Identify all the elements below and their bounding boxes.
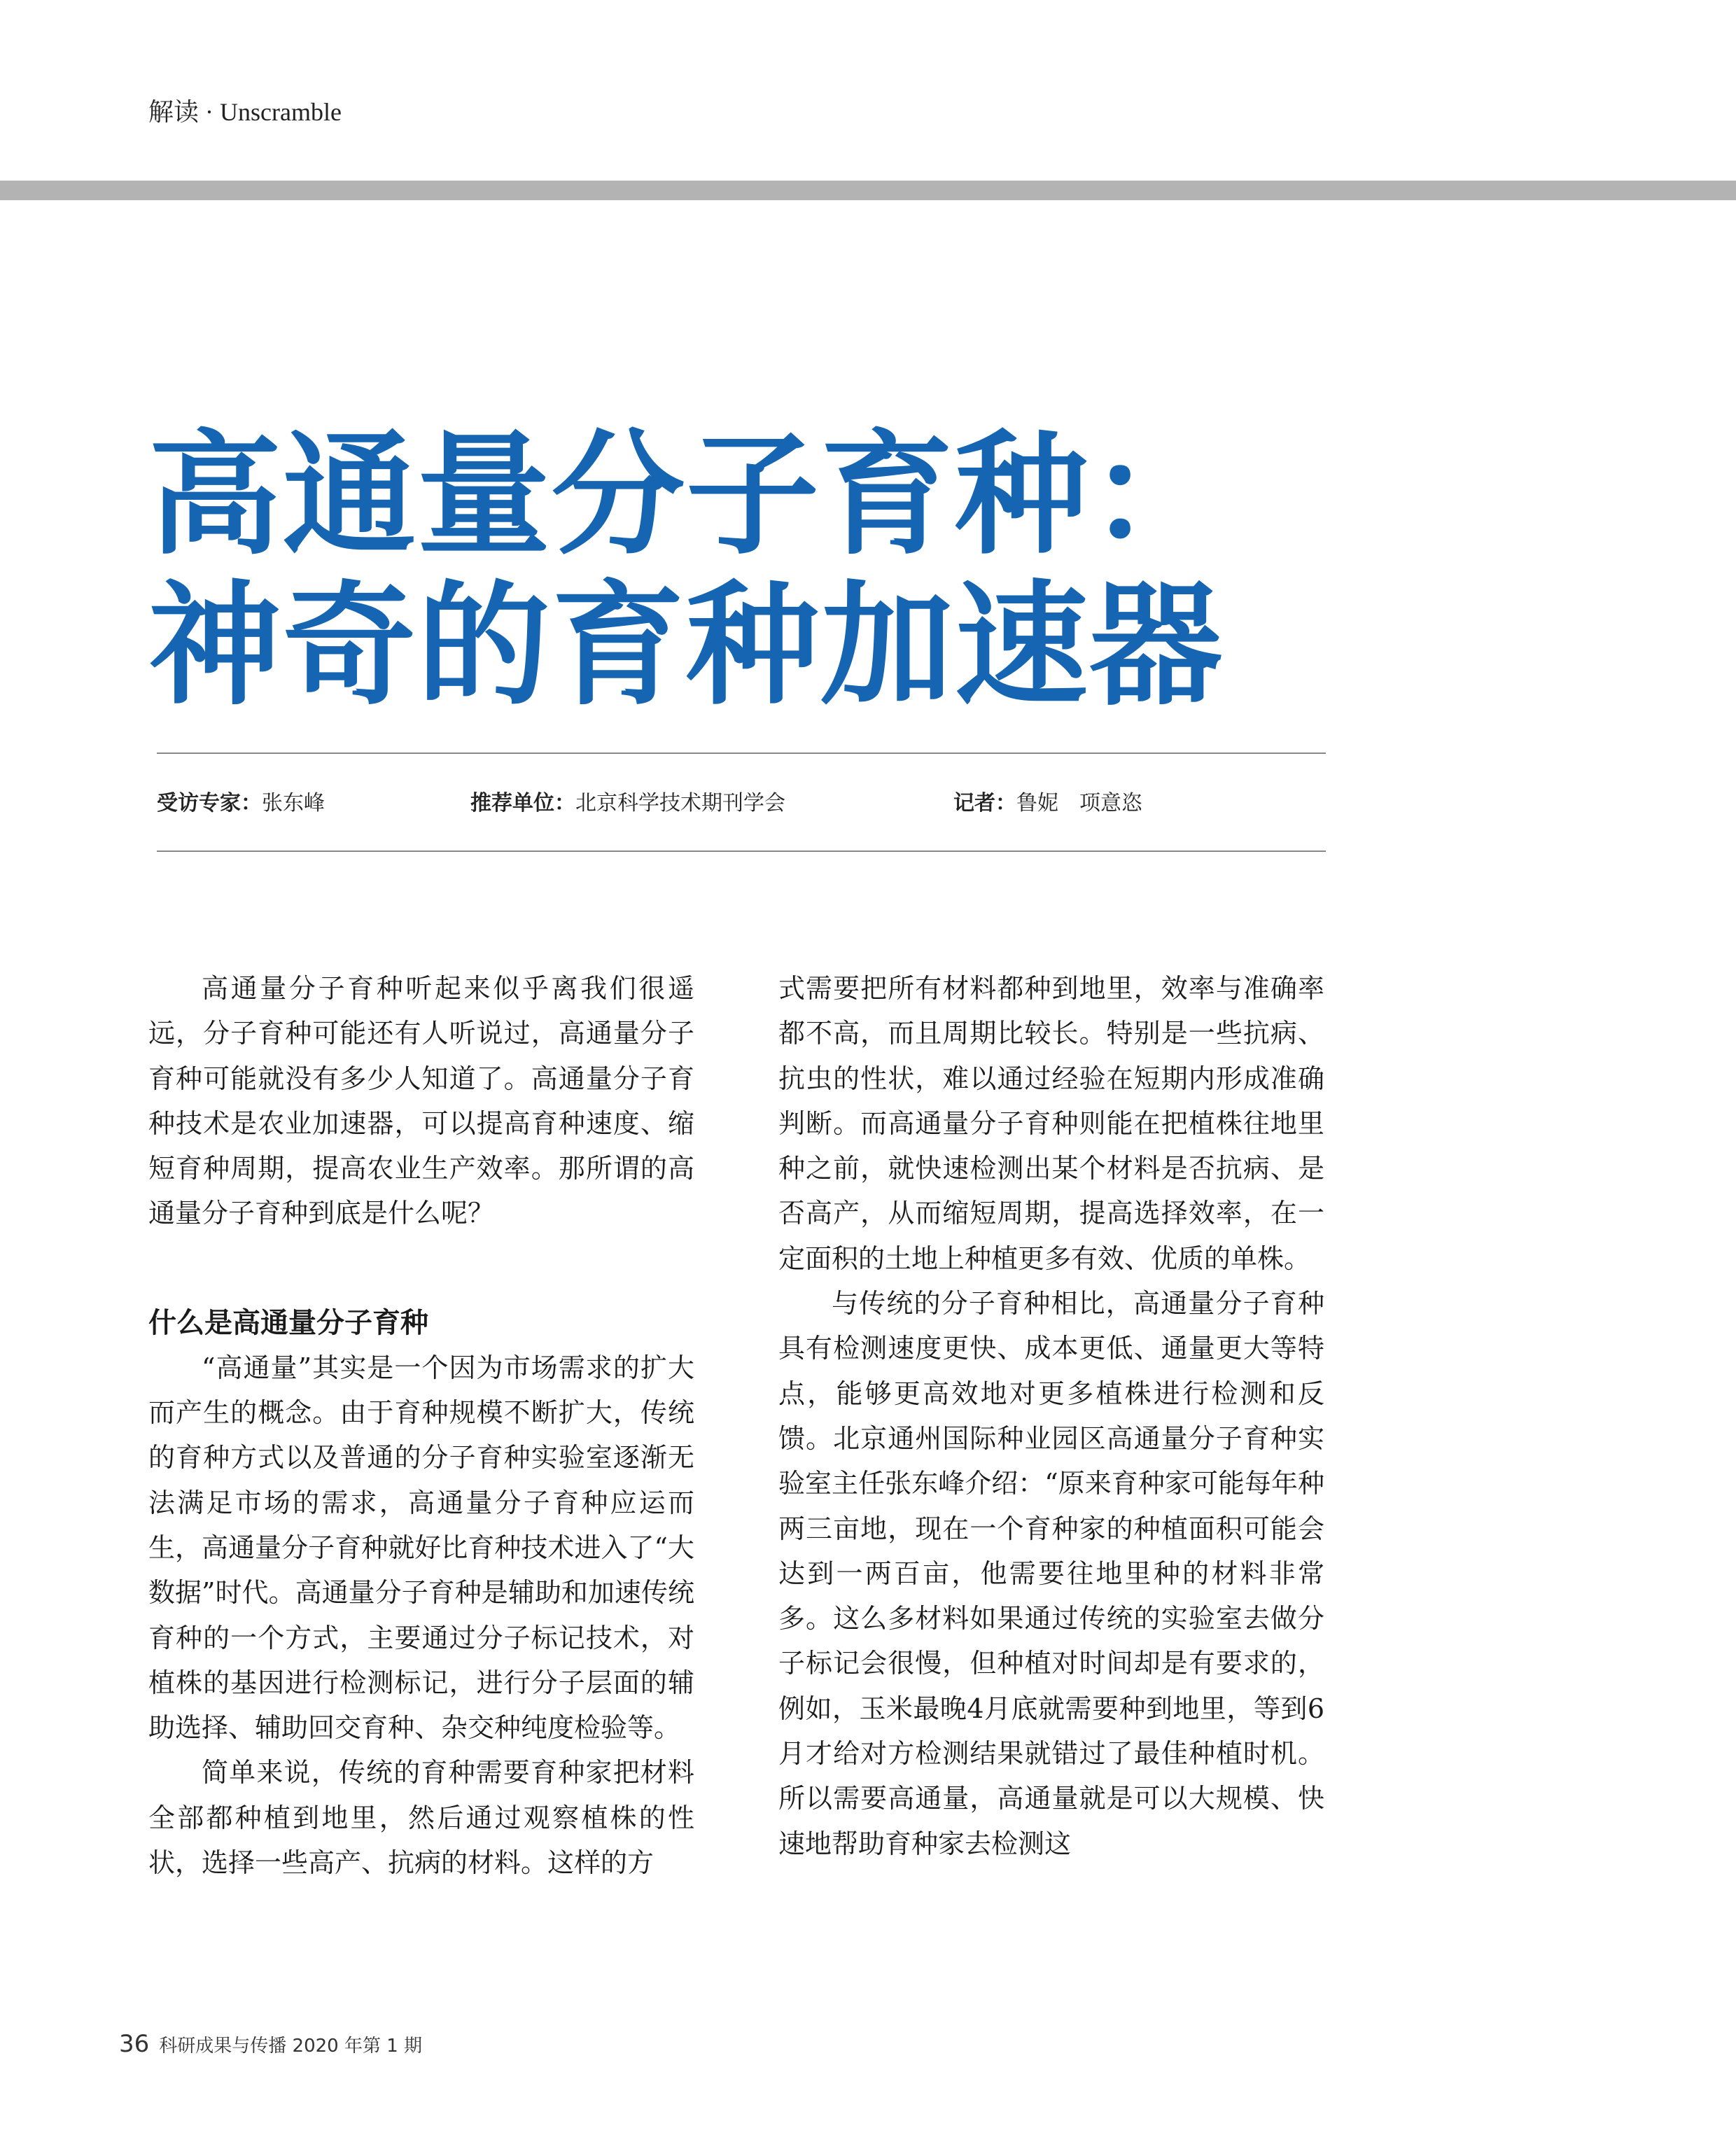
section-heading: 什么是高通量分子育种 — [148, 1306, 428, 1339]
paragraph-simple-explanation-cont: 式需要把所有材料都种到地里，效率与准确率都不高，而且周期比较长。特别是一些抗病、抗虫的性状，难以通过经验在短期内形成准确判断。而高通量分子育种则能在把植株往地里种之前，就快速检测出某个材料是否抗病、是否高产，从而缩短周期，提高选择效率，在一定面积的土地上种植更多有效、优质的单株。 — [778, 973, 1324, 1274]
byline-reporter — [953, 785, 1142, 816]
reporter-label: 记者： — [953, 791, 1016, 816]
page-number: 36 — [119, 2030, 150, 2058]
byline-bottom-rule — [157, 850, 1326, 852]
paragraph-high-throughput: “高通量”其实是一个因为市场需求的扩大而产生的概念。由于育种规模不断扩大，传统的育种方式以及普通的分子育种实验室逐渐无法满足市场的需求，高通量分子育种应运而生，高通量分子育种就好比育种技术进入了“大数据”时代。高通量分子育种是辅助和加速传统育种的一个方式，主要通过分子标记技术，对植株的基因进行检测标记，进行分子层面的辅助选择、辅助回交育种、杂交种纯度检验等。 — [148, 1352, 694, 1744]
page-footer — [119, 2030, 422, 2058]
byline-top-rule — [157, 752, 1326, 754]
byline-unit — [470, 785, 785, 816]
body-column-right — [778, 966, 1324, 1866]
expert-label: 受访专家： — [157, 791, 262, 816]
paragraph-simple-explanation: 简单来说，传统的育种需要育种家把材料全部都种植到地里，然后通过观察植株的性状，选择一些高产、抗病的材料。这样的方 — [148, 1757, 694, 1879]
paragraph-intro: 高通量分子育种听起来似乎离我们很遥远，分子育种可能还有人听说过，高通量分子育种可能就没有多少人知道了。高通量分子育种技术是农业加速器，可以提高育种速度、缩短育种周期，提高农业生产效率。那所谓的高通量分子育种到底是什么呢？ — [148, 973, 694, 1229]
article-title — [148, 420, 1408, 721]
article-title-line-1: 高通量分子育种： — [148, 418, 1224, 573]
article-title-line-2: 神奇的育种加速器 — [148, 568, 1224, 723]
body-column-left — [148, 966, 694, 1885]
unit-label: 推荐单位： — [470, 791, 575, 816]
byline-expert — [157, 785, 325, 816]
reporter-names: 鲁妮 项意恣 — [1016, 791, 1142, 816]
section-label: 解读 · Unscramble — [148, 98, 342, 126]
journal-issue: 科研成果与传播 2020 年第 1 期 — [159, 2036, 423, 2057]
expert-name: 张东峰 — [262, 791, 325, 816]
paragraph-comparison: 与传统的分子育种相比，高通量分子育种具有检测速度更快、成本更低、通量更大等特点，能够更高效地对更多植株进行检测和反馈。北京通州国际种业园区高通量分子育种实验室主任张东峰介绍：“原来育种家可能每年种两三亩地，现在一个育种家的种植面积可能会达到一两百亩，他需要往地里种的材料非常多。这么多材料如果通过传统的实验室去做分子标记会很慢，但种植对时间却是有要求的，例如，玉米最晚4月底就需要种到地里，等到6月才给对方检测结果就错过了最佳种植时机。所以需要高通量，高通量就是可以大规模、快速地帮助育种家去检测这 — [778, 1288, 1324, 1859]
unit-name: 北京科学技术期刊学会 — [575, 791, 785, 816]
header-bar — [0, 181, 1736, 200]
